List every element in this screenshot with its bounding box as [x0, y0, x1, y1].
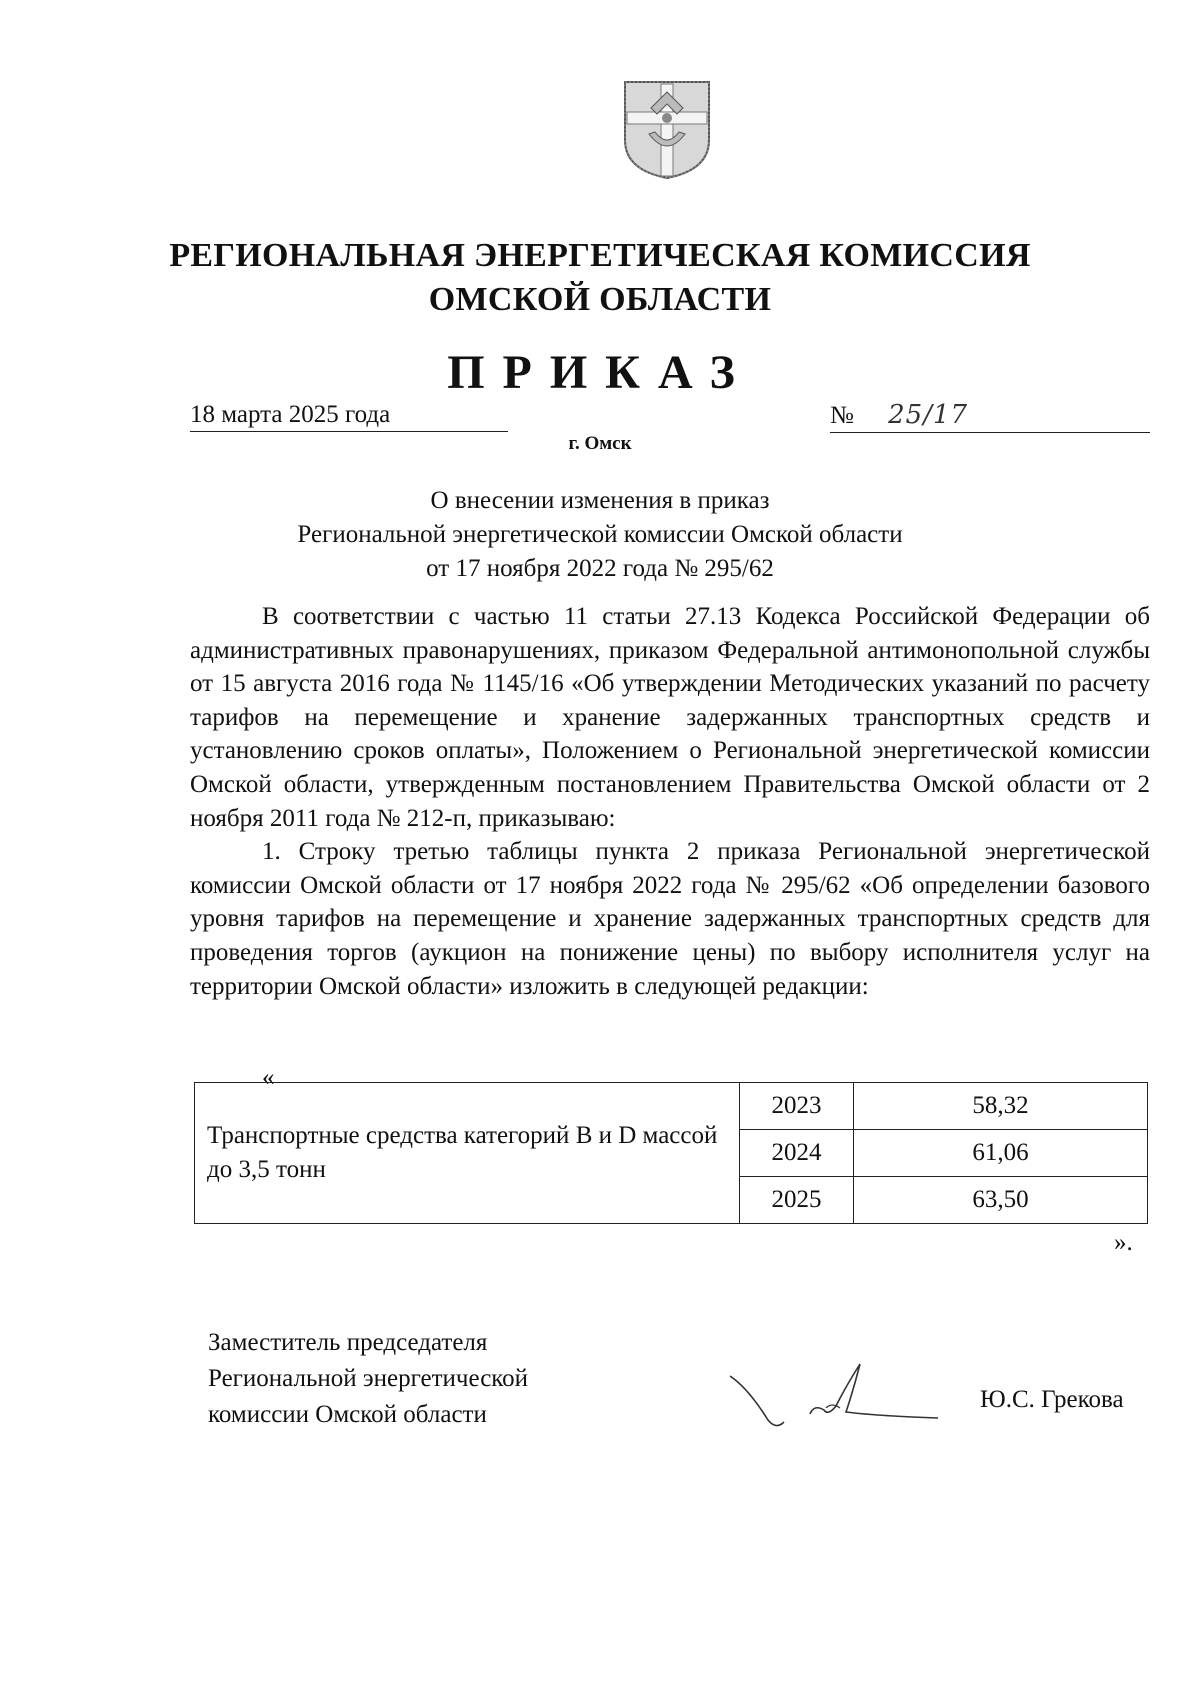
- signatory-name: Ю.С. Грекова: [980, 1386, 1124, 1413]
- year-cell: 2023: [740, 1083, 854, 1130]
- number-label: №: [830, 402, 854, 429]
- signatory-title-line: комиссии Омской области: [208, 1401, 487, 1428]
- table-close-quote: ».: [1114, 1229, 1133, 1256]
- subject-line: О внесении изменения в приказ: [430, 487, 770, 514]
- document-date: 18 марта 2025 года: [190, 399, 508, 432]
- document-subject: [0, 484, 1200, 586]
- tariff-value-cell: 58,32: [854, 1083, 1148, 1130]
- organization-name-line-1: РЕГИОНАЛЬНАЯ ЭНЕРГЕТИЧЕСКАЯ КОМИССИЯ: [169, 237, 1031, 274]
- table-open-quote: «: [262, 1064, 275, 1091]
- year-cell: 2024: [740, 1130, 854, 1177]
- subject-line: от 17 ноября 2022 года № 295/62: [426, 555, 774, 582]
- signatory-title-line: Региональной энергетической: [208, 1365, 529, 1392]
- signatory-title-line: Заместитель председателя: [208, 1329, 488, 1356]
- document-body: [190, 600, 1150, 1003]
- tariff-value-cell: 61,06: [854, 1130, 1148, 1177]
- document-number: [830, 399, 1150, 433]
- organization-name-line-2: ОМСКОЙ ОБЛАСТИ: [428, 281, 772, 318]
- body-paragraph-preamble: В соответствии с частью 11 статьи 27.13 Кодекса Российской Федерации об административных правонарушениях, приказом Федеральной антимонопольной службы от 15 августа 2016 года № 1145/16 «Об утверждении Методических указаний по расчету тарифов на перемещение и хранение задержанных транспортных средств и установлению сроков оплаты», Положением о Региональной энергетической комиссии Омской области, утвержденным постановлением Правительства Омской области от 2 ноября 2011 года № 212-п, приказываю:: [190, 603, 1150, 832]
- number-value: 25/17: [888, 400, 969, 430]
- tariff-table: [194, 1082, 1148, 1224]
- table-row: [195, 1083, 1148, 1130]
- vehicle-category-cell: Транспортные средства категорий B и D массой до 3,5 тонн: [195, 1083, 740, 1224]
- document-type-title: ПРИКАЗ: [447, 346, 753, 399]
- handwritten-signature: [728, 1358, 943, 1438]
- signatory-title: [208, 1325, 528, 1433]
- subject-line: Региональной энергетической комиссии Омской области: [297, 521, 903, 548]
- year-cell: 2025: [740, 1177, 854, 1224]
- body-paragraph-item-1: 1. Строку третью таблицы пункта 2 приказа Региональной энергетической комиссии Омской области от 17 ноября 2022 года № 295/62 «Об определении базового уровня тарифов на перемещение и хранение задержанных транспортных средств для проведения торгов (аукцион на понижение цены) по выбору исполнителя услуг на территории Омской области» изложить в следующей редакции:: [190, 838, 1150, 1000]
- omsk-coat-of-arms-icon: [621, 78, 713, 182]
- tariff-value-cell: 63,50: [854, 1177, 1148, 1224]
- document-city: г. Омск: [568, 433, 632, 454]
